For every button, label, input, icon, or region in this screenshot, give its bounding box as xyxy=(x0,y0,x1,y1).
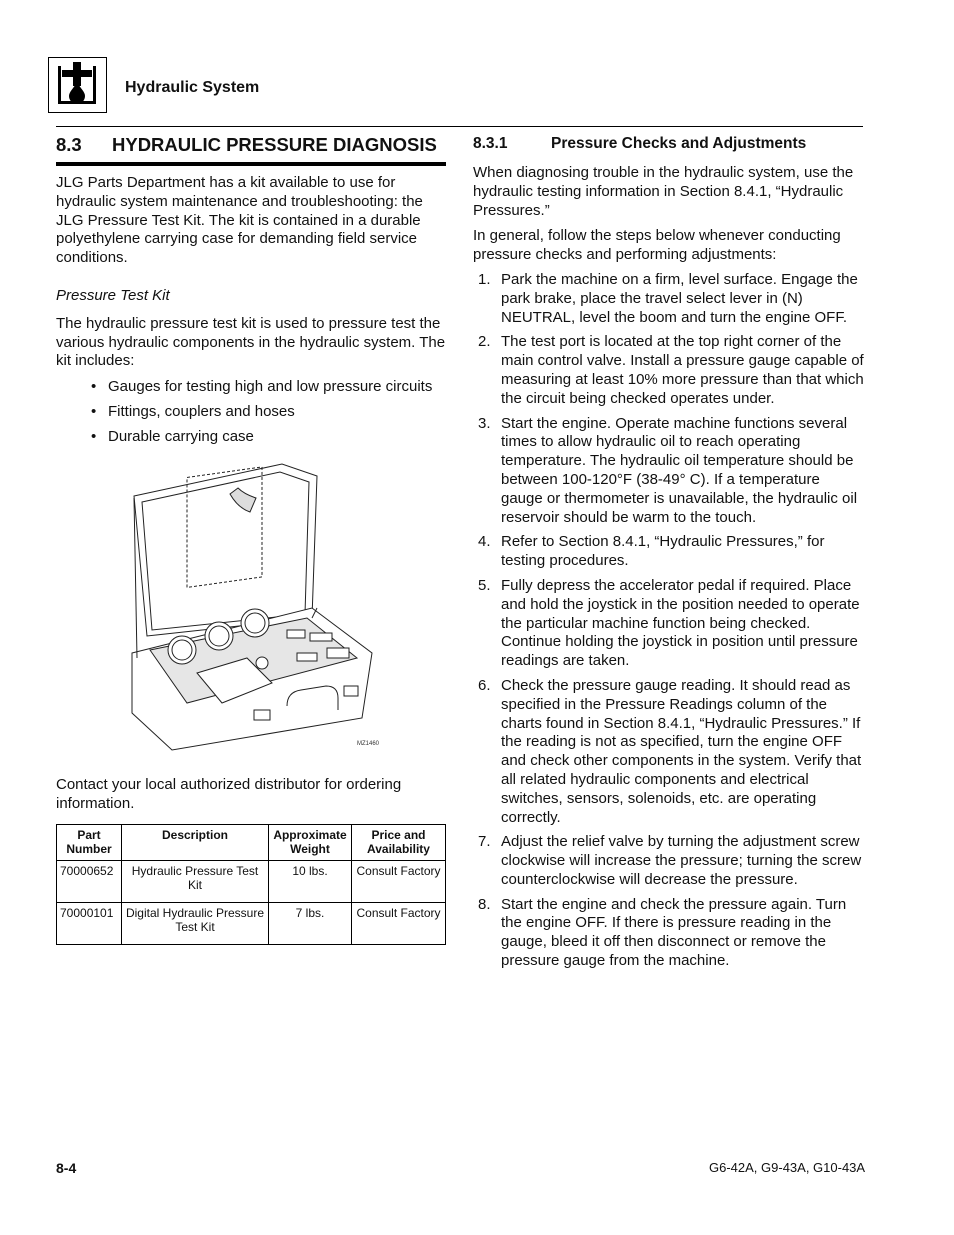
figure-label: MZ1460 xyxy=(357,741,380,747)
subsection-heading xyxy=(473,135,806,153)
availability: Consult Factory xyxy=(352,861,446,903)
right-column xyxy=(473,164,865,977)
hydraulic-drop-icon xyxy=(48,57,107,113)
step-number: 4. xyxy=(478,533,491,551)
list-item xyxy=(473,677,865,827)
section-heading xyxy=(56,134,437,156)
step-number: 5. xyxy=(478,576,491,594)
step-text: Start the engine. Operate machine functions several times to allow hydraulic oil to reach operating temperature. The hydraulic oil temperature should be between 100-120°F (38-49° C). If a temperature gauge or thermometer is unavailable, the hydraulic oil reservoir should be warm to the touch. xyxy=(501,414,858,526)
table-row xyxy=(57,903,446,945)
page-number: 8-4 xyxy=(56,1160,77,1176)
list-item xyxy=(473,415,865,528)
subsection-number: 8.3.1 xyxy=(473,135,508,152)
list-item: • Durable carrying case xyxy=(56,428,448,447)
intro-paragraph: JLG Parts Department has a kit available to use for hydraulic system maintenance and troubleshooting: the JLG Pressure Test Kit. The kit is contained in a durable polyethylene carrying case for demanding field service conditions. xyxy=(56,174,423,267)
list-item xyxy=(473,333,865,408)
kit-items-list xyxy=(56,378,448,446)
header-divider xyxy=(56,126,863,127)
section-number: 8.3 xyxy=(56,134,82,155)
list-item xyxy=(473,896,865,971)
list-item xyxy=(473,833,865,889)
contact-paragraph: Contact your local authorized distributor for ordering information. xyxy=(56,776,402,812)
section-heading-rule xyxy=(56,162,446,166)
subsection-paragraph-1: When diagnosing trouble in the hydraulic system, use the hydraulic testing information in Section 8.4.1, “Hydraulic Pressures.” xyxy=(473,164,854,219)
step-text: Refer to Section 8.4.1, “Hydraulic Pressures,” for testing procedures. xyxy=(501,533,825,570)
column-header: Part Number xyxy=(57,825,122,861)
subsection-paragraph-2: In general, follow the steps below whenever conducting pressure checks and performing adjustments: xyxy=(473,227,841,264)
step-number: 1. xyxy=(478,270,491,288)
list-item: • Fittings, couplers and hoses xyxy=(56,403,448,422)
step-number: 6. xyxy=(478,676,491,694)
step-number: 7. xyxy=(478,833,491,851)
step-number: 8. xyxy=(478,895,491,913)
weight: 7 lbs. xyxy=(269,903,352,945)
parts-table xyxy=(56,824,446,945)
step-number: 3. xyxy=(478,414,491,432)
table-row xyxy=(57,861,446,903)
left-column xyxy=(56,174,448,453)
subsection-title: Pressure Checks and Adjustments xyxy=(551,135,807,152)
description: Digital Hydraulic Pressure Test Kit xyxy=(122,903,269,945)
list-item xyxy=(473,271,865,327)
availability: Consult Factory xyxy=(352,903,446,945)
step-text: Adjust the relief valve by turning the adjustment screw clockwise will increase the pressure; turning the screw counterclockwise will decrease the pressure. xyxy=(501,833,862,888)
column-header: Description xyxy=(122,825,269,861)
table-header-row xyxy=(57,825,446,861)
subheading-pressure-test-kit: Pressure Test Kit xyxy=(56,286,170,304)
part-number: 70000101 xyxy=(57,903,122,945)
step-text: Park the machine on a firm, level surface. Engage the park brake, place the travel select lever in (N) NEUTRAL, level the boom and turn the engine OFF. xyxy=(501,270,858,326)
model-numbers: G6-42A, G9-43A, G10-43A xyxy=(709,1160,866,1175)
step-text: The test port is located at the top right corner of the main control valve. Install a pressure gauge capable of measuring at least 10% more pressure than that which the circuit being checked operates under. xyxy=(501,333,864,407)
description: Hydraulic Pressure Test Kit xyxy=(122,861,269,903)
section-title: HYDRAULIC PRESSURE DIAGNOSIS xyxy=(112,134,437,155)
steps-list xyxy=(473,271,865,971)
list-item xyxy=(473,577,865,671)
step-number: 2. xyxy=(478,333,491,351)
header-title: Hydraulic System xyxy=(125,79,260,96)
list-item: • Gauges for testing high and low pressure circuits xyxy=(56,378,448,397)
column-header: Price and Availability xyxy=(352,825,446,861)
step-text: Check the pressure gauge reading. It should read as specified in the Pressure Readings column of the charts found in Section 8.4.1, “Hydraulic Pressures.” If the reading is not as specified, turn the engine OFF and check other components in the system. Verify that all related hydraulic components and electrical switches, sensors, solenoids, etc. are operating correctly. xyxy=(501,676,862,826)
contact-text xyxy=(56,776,448,814)
pressure-test-kit-figure xyxy=(112,458,402,756)
list-item xyxy=(473,533,865,571)
part-number: 70000652 xyxy=(57,861,122,903)
weight: 10 lbs. xyxy=(269,861,352,903)
step-text: Start the engine and check the pressure again. Turn the engine OFF. If there is pressure reading in the gauge, bleed it off then disconnect or remove the pressure gauge from the machine. xyxy=(501,895,847,970)
step-text: Fully depress the accelerator pedal if required. Place and hold the joystick in the position needed to operate the particular machine function being checked. Continue holding the joystick in position until pressure readings are taken. xyxy=(501,576,860,670)
column-header: Approximate Weight xyxy=(269,825,352,861)
kit-description: The hydraulic pressure test kit is used to pressure test the various hydraulic components in the hydraulic system. The kit includes: xyxy=(56,314,446,370)
